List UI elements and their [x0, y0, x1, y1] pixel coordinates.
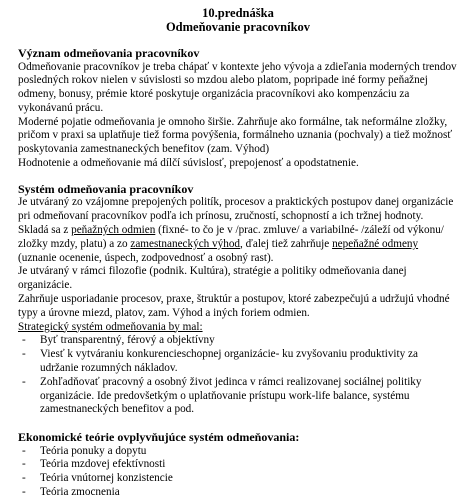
lecture-number: 10.prednáška [202, 6, 274, 20]
list-item [18, 348, 458, 376]
strategic-system-label: Strategický systém odmeňovania by mal: [18, 320, 203, 333]
list-item [18, 445, 458, 459]
list-item-text: Zohľadňovať pracovný a osobný život jedinca v rámci realizovanej sociálnej politiky organizácie. Ide predovšetkým o uplatňovanie prístupu work-life balance, systému zamestnaneckých benefitov a pod. [40, 375, 422, 416]
strategic-system-list [18, 334, 458, 417]
text-run: Skladá sa z [18, 223, 72, 236]
underlined-term-non-monetary-rewards: nepeňažné odmeny [332, 237, 419, 250]
list-item [18, 486, 458, 500]
text-run: (uznanie ocenenie, úspech, zodpovednosť a osobný rast). [18, 251, 274, 264]
list-item-text: Byť transparentný, férový a objektívny [40, 334, 215, 347]
dash-bullet: - [22, 375, 26, 388]
economic-theories-list [18, 445, 458, 500]
dash-bullet: - [22, 486, 26, 499]
dash-bullet: - [22, 472, 26, 485]
system-paragraph-3: Je utváraný v rámci filozofie (podnik. Kultúra), stratégie a politiky odmeňovania danej organizácie. [18, 265, 407, 292]
section-heading-system: Systém odmeňovania pracovníkov [18, 181, 194, 196]
system-paragraph-2 [18, 224, 458, 265]
list-item-text: Viesť k vytváraniu konkurencieschopnej organizácie- ku zvyšovaniu produktivity za udržanie rozumných nákladov. [40, 348, 418, 374]
spacer [18, 417, 458, 431]
list-item-text: Teória ponuky a dopytu [40, 444, 147, 457]
list-item [18, 472, 458, 486]
lecture-title: Odmeňovanie pracovníkov [165, 20, 311, 34]
section-heading-importance: Význam odmeňovania pracovníkov [18, 46, 200, 60]
system-paragraph-1: Je utváraný zo vzájomne prepojených politík, procesov a praktických postupov danej organizácie pri odmeňovaní pracovníkov podľa ich prínosu, zručností, schopností a ich tržnej hodnoty. [18, 196, 454, 223]
text-run: , ďalej tiež zahrňuje [240, 237, 333, 250]
section-heading-economic-theories: Ekonomické teórie ovplyvňujúce systém odmeňovania: [18, 430, 300, 445]
list-item-text: Teória vnútornej konzistencie [40, 472, 173, 485]
list-item [18, 376, 458, 417]
importance-paragraph-1: Odmeňovanie pracovníkov je treba chápať v kontexte jeho vývoja a zdieľania moderných trendov posledných rokov nielen v súvislosti so mzdou alebo platom, popripade iné formy peňažnej odmeny, bonusy, prémie ktoré poskytuje organizácia pracovníkovi ako kompenzáciu za vykonávanú prácu. [18, 60, 457, 114]
list-item [18, 458, 458, 472]
text-run: (fixné- to čo je v /prac. zmluve/ a variabilné- /záleží od výkonu/ zložky mzdy, platu) a zo [18, 223, 444, 250]
underlined-term-employee-benefits: zamestnaneckých výhod [130, 237, 241, 250]
list-item [18, 334, 458, 348]
dash-bullet: - [22, 458, 26, 471]
importance-paragraph-2: Moderné pojatie odmeňovania je omnoho širšie. Zahrňuje ako formálne, tak neformálne zložky, pričom v praxi sa uplatňuje tiež forma povýšenia, formálneho uznania (pochvaly) a tiež možnosť poskytovania zamestnaneckých benefitov (zam. Výhod) [18, 115, 453, 156]
dash-bullet: - [22, 348, 26, 361]
underlined-term-monetary-rewards: peňažných odmien [71, 223, 156, 236]
dash-bullet: - [22, 444, 26, 457]
list-item-text: Teória zmocnenia [40, 486, 120, 499]
system-paragraph-4: Zahrňuje usporiadanie procesov, praxe, štruktúr a postupov, ktoré zabezpečujú a udržujú vhodné typy a úrovne miezd, platov, zam. Výhod a iných foriem odmien. [18, 292, 450, 319]
list-item-text: Teória mzdovej efektívnosti [40, 458, 166, 471]
dash-bullet: - [22, 334, 26, 347]
importance-paragraph-3: Hodnotenie a odmeňovanie má dílčí súvislosť, prepojenosť a opodstatnenie. [18, 157, 359, 170]
